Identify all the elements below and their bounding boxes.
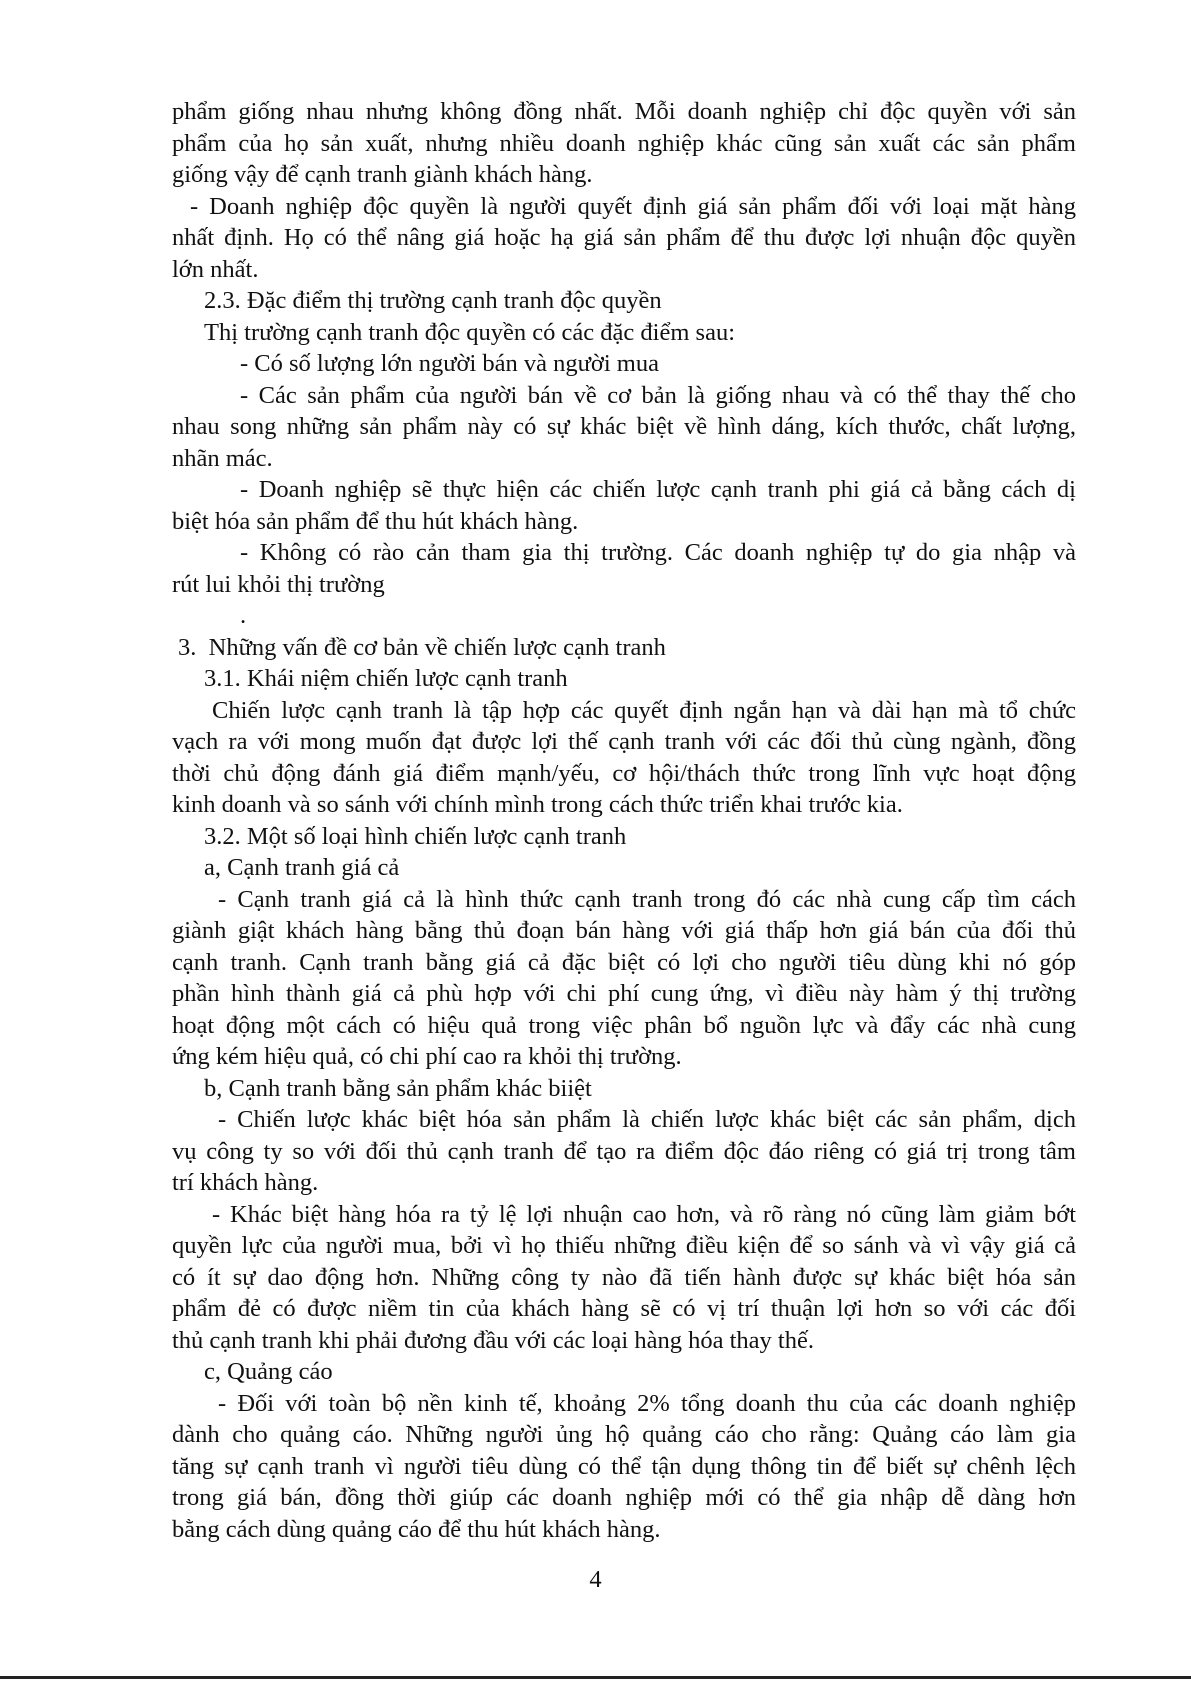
text-line: thời chủ động đánh giá điểm mạnh/yếu, cơ hội/thách thức trong lĩnh vực hoạt động: [172, 759, 1076, 787]
footer-rule: [0, 1676, 1191, 1679]
text-line: - Doanh nghiệp sẽ thực hiện các chiến lược cạnh tranh phi giá cả bằng cách dị: [240, 476, 1076, 503]
document-body: [172, 96, 1076, 1545]
text-line: - Có số lượng lớn người bán và người mua: [240, 350, 659, 377]
text-line: - Cạnh tranh giá cả là hình thức cạnh tranh trong đó các nhà cung cấp tìm cách: [218, 885, 1076, 913]
text-line: 3.2. Một số loại hình chiến lược cạnh tranh: [204, 822, 627, 850]
text-line: a, Cạnh tranh giá cả: [204, 854, 400, 881]
text-line: biệt hóa sản phẩm để thu hút khách hàng.: [172, 507, 579, 535]
text-line: 3. Những vấn đề cơ bản về chiến lược cạnh tranh: [178, 633, 666, 661]
text-line: phẩm đẻ có được niềm tin của khách hàng sẽ có vị trí thuận lợi hơn so với các đối: [172, 1295, 1076, 1322]
text-line: cạnh tranh. Cạnh tranh bằng giá cả đặc biệt có lợi cho người tiêu dùng khi nó góp: [172, 948, 1076, 976]
text-line: lớn nhất.: [172, 255, 259, 283]
text-line: nhau song những sản phẩm này có sự khác biệt về hình dáng, kích thước, chất lượng,: [172, 413, 1076, 440]
text-line: hoạt động một cách có hiệu quả trong việc phân bổ nguồn lực và đẩy các nhà cung: [172, 1011, 1076, 1039]
text-line: .: [240, 602, 247, 629]
text-line: phẩm giống nhau nhưng không đồng nhất. Mỗi doanh nghiệp chỉ độc quyền với sản: [172, 98, 1076, 125]
text-line: - Khác biệt hàng hóa ra tỷ lệ lợi nhuận cao hơn, và rõ ràng nó cũng làm giảm bớt: [212, 1200, 1076, 1228]
text-line: - Chiến lược khác biệt hóa sản phẩm là chiến lược khác biệt các sản phẩm, dịch: [218, 1106, 1076, 1133]
text-line: có ít sự dao động hơn. Những công ty nào đã tiến hành được sự khác biệt hóa sản: [172, 1263, 1076, 1291]
page-number: 4: [589, 1566, 602, 1593]
text-line: vạch ra với mong muốn đạt được lợi thế cạnh tranh với các đối thủ cùng ngành, đồng: [172, 728, 1076, 755]
text-line: Chiến lược cạnh tranh là tập hợp các quyết định ngắn hạn và dài hạn mà tổ chức: [212, 696, 1076, 724]
text-line: rút lui khỏi thị trường: [172, 570, 385, 598]
text-line: quyền lực của người mua, bởi vì họ thiếu những điều kiện để so sánh và vì vậy giá cả: [172, 1232, 1076, 1259]
text-line: giành giật khách hàng bằng thủ đoạn bán hàng với giá thấp hơn giá bán của đối thủ: [172, 917, 1076, 944]
text-line: ứng kém hiệu quả, có chi phí cao ra khỏi thị trường.: [172, 1043, 682, 1070]
text-line: trí khách hàng.: [172, 1169, 319, 1196]
text-line: c, Quảng cáo: [204, 1358, 333, 1385]
text-line: vụ công ty so với đối thủ cạnh tranh để tạo ra điểm độc đáo riêng có giá trị trong tâm: [172, 1137, 1076, 1165]
text-line: phần hình thành giá cả phù hợp với chi phí cung ứng, vì điều này hàm ý thị trường: [172, 980, 1076, 1007]
text-line: - Không có rào cản tham gia thị trường. Các doanh nghiệp tự do gia nhập và: [240, 539, 1076, 566]
text-line: thủ cạnh tranh khi phải đương đầu với các loại hàng hóa thay thế.: [172, 1326, 814, 1354]
text-line: trong giá bán, đồng thời giúp các doanh nghiệp mới có thể gia nhập dễ dàng hơn: [172, 1484, 1076, 1511]
text-line: - Các sản phẩm của người bán về cơ bản là giống nhau và có thể thay thế cho: [240, 381, 1076, 409]
text-line: - Đối với toàn bộ nền kinh tế, khoảng 2% tổng doanh thu của các doanh nghiệp: [218, 1389, 1076, 1417]
text-line: 2.3. Đặc điểm thị trường cạnh tranh độc quyền: [204, 287, 662, 314]
text-line: nhãn mác.: [172, 444, 273, 472]
text-line: kinh doanh và so sánh với chính mình trong cách thức triển khai trước kia.: [172, 791, 903, 818]
text-line: phẩm của họ sản xuất, nhưng nhiều doanh nghiệp khác cũng sản xuất các sản phẩm: [172, 129, 1076, 157]
text-line: b, Cạnh tranh bằng sản phẩm khác biiệt: [204, 1074, 592, 1102]
text-line: 3.1. Khái niệm chiến lược cạnh tranh: [204, 665, 568, 692]
text-line: tăng sự cạnh tranh vì người tiêu dùng có thể tận dụng thông tin để biết sự chênh lệch: [172, 1452, 1076, 1480]
text-line: dành cho quảng cáo. Những người ủng hộ quảng cáo cho rằng: Quảng cáo làm gia: [172, 1421, 1076, 1448]
text-line: nhất định. Họ có thể nâng giá hoặc hạ giá sản phẩm để thu được lợi nhuận độc quyền: [172, 224, 1076, 251]
text-line: Thị trường cạnh tranh độc quyền có các đặc điểm sau:: [204, 318, 736, 346]
text-line: - Doanh nghiệp độc quyền là người quyết định giá sản phẩm đối với loại mặt hàng: [190, 192, 1076, 220]
text-line: giống vậy để cạnh tranh giành khách hàng.: [172, 161, 593, 188]
text-line: bằng cách dùng quảng cáo để thu hút khách hàng.: [172, 1515, 661, 1543]
